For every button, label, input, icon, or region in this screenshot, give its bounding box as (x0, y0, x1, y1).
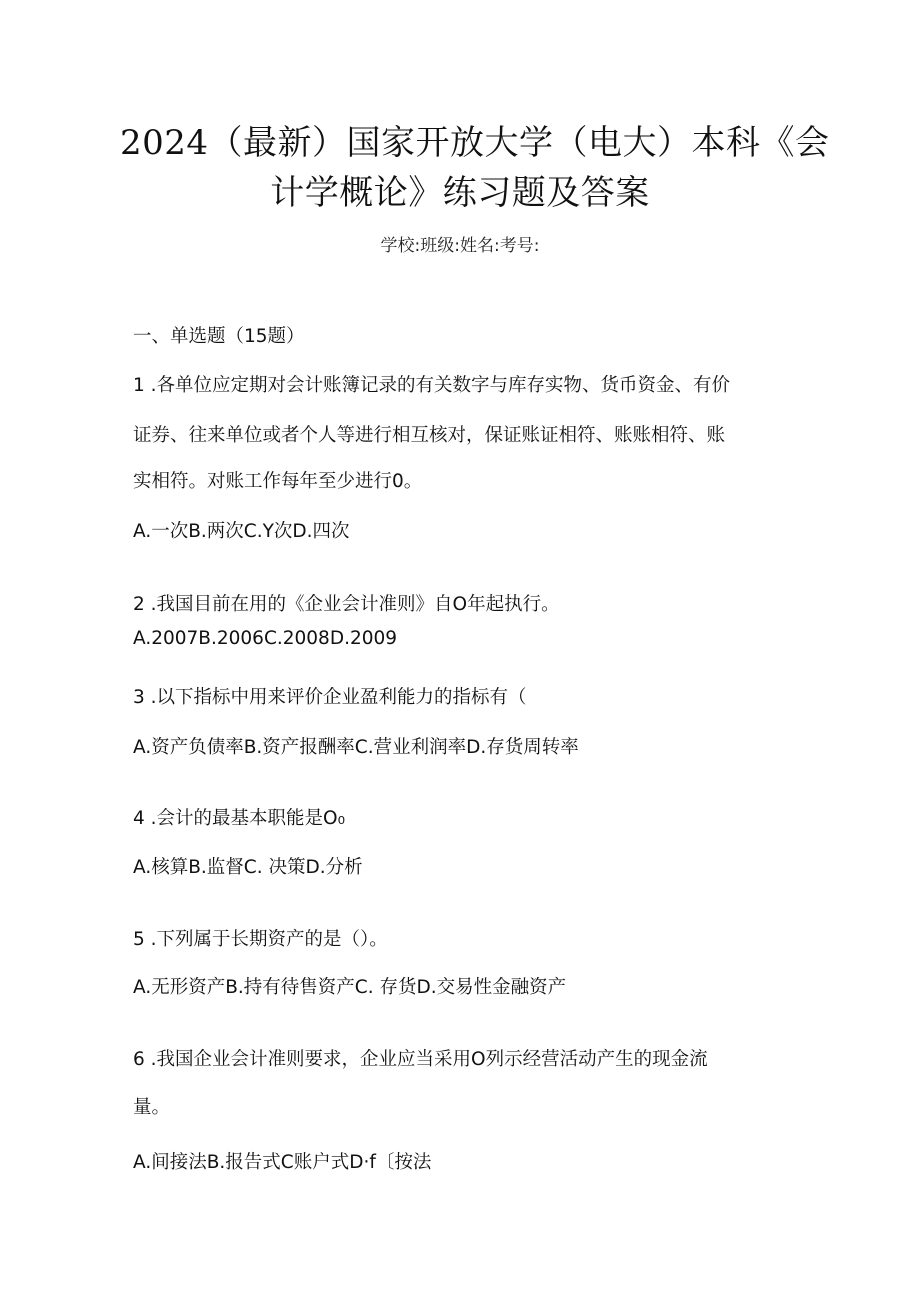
title-line-1: 2024（最新）国家开放大学（电大）本科《会 (120, 123, 830, 163)
question-1-line-1: 1 .各单位应定期对会计账簿记录的有关数字与库存实物、货币资金、有价 (133, 375, 731, 396)
question-6-line-2: 量。 (133, 1097, 171, 1118)
question-3-line-1: 3 .以下指标中用来评价企业盈利能力的指标有（ (133, 687, 527, 708)
question-5-line-1: 5 .下列属于长期资产的是（）。 (133, 929, 388, 950)
student-info-line: 学校:班级:姓名:考号: (380, 236, 540, 256)
document-title (120, 118, 830, 218)
question-1-options: A.一次B.两次C.Y次D.四次 (133, 521, 350, 542)
question-2-line-1: 2 .我国目前在用的《企业会计准则》自O年起执行。 (133, 594, 560, 615)
question-1-line-3: 实相符。对账工作每年至少进行0。 (133, 471, 423, 492)
question-4-line-1: 4 .会计的最基本职能是O₀ (133, 808, 346, 829)
title-line-2: 计学概论》练习题及答案 (270, 173, 650, 213)
question-5-options: A.无形资产B.持有待售资产C. 存货D.交易性金融资产 (133, 977, 567, 998)
question-6-options: A.间接法B.报告式C账户式D·f〔按法 (133, 1152, 432, 1173)
question-1-line-2: 证券、往来单位或者个人等进行相互核对，保证账证相符、账账相符、账 (133, 425, 726, 446)
question-3-options: A.资产负债率B.资产报酬率C.营业利润率D.存货周转率 (133, 737, 579, 758)
section-heading: 一、单选题（15题） (133, 326, 305, 347)
question-6-line-1: 6 .我国企业会计准则要求，企业应当采用O列示经营活动产生的现金流 (133, 1049, 708, 1070)
question-4-options: A.核算B.监督C. 决策D.分析 (133, 857, 363, 878)
question-2-options: A.2007B.2006C.2008D.2009 (133, 628, 398, 649)
